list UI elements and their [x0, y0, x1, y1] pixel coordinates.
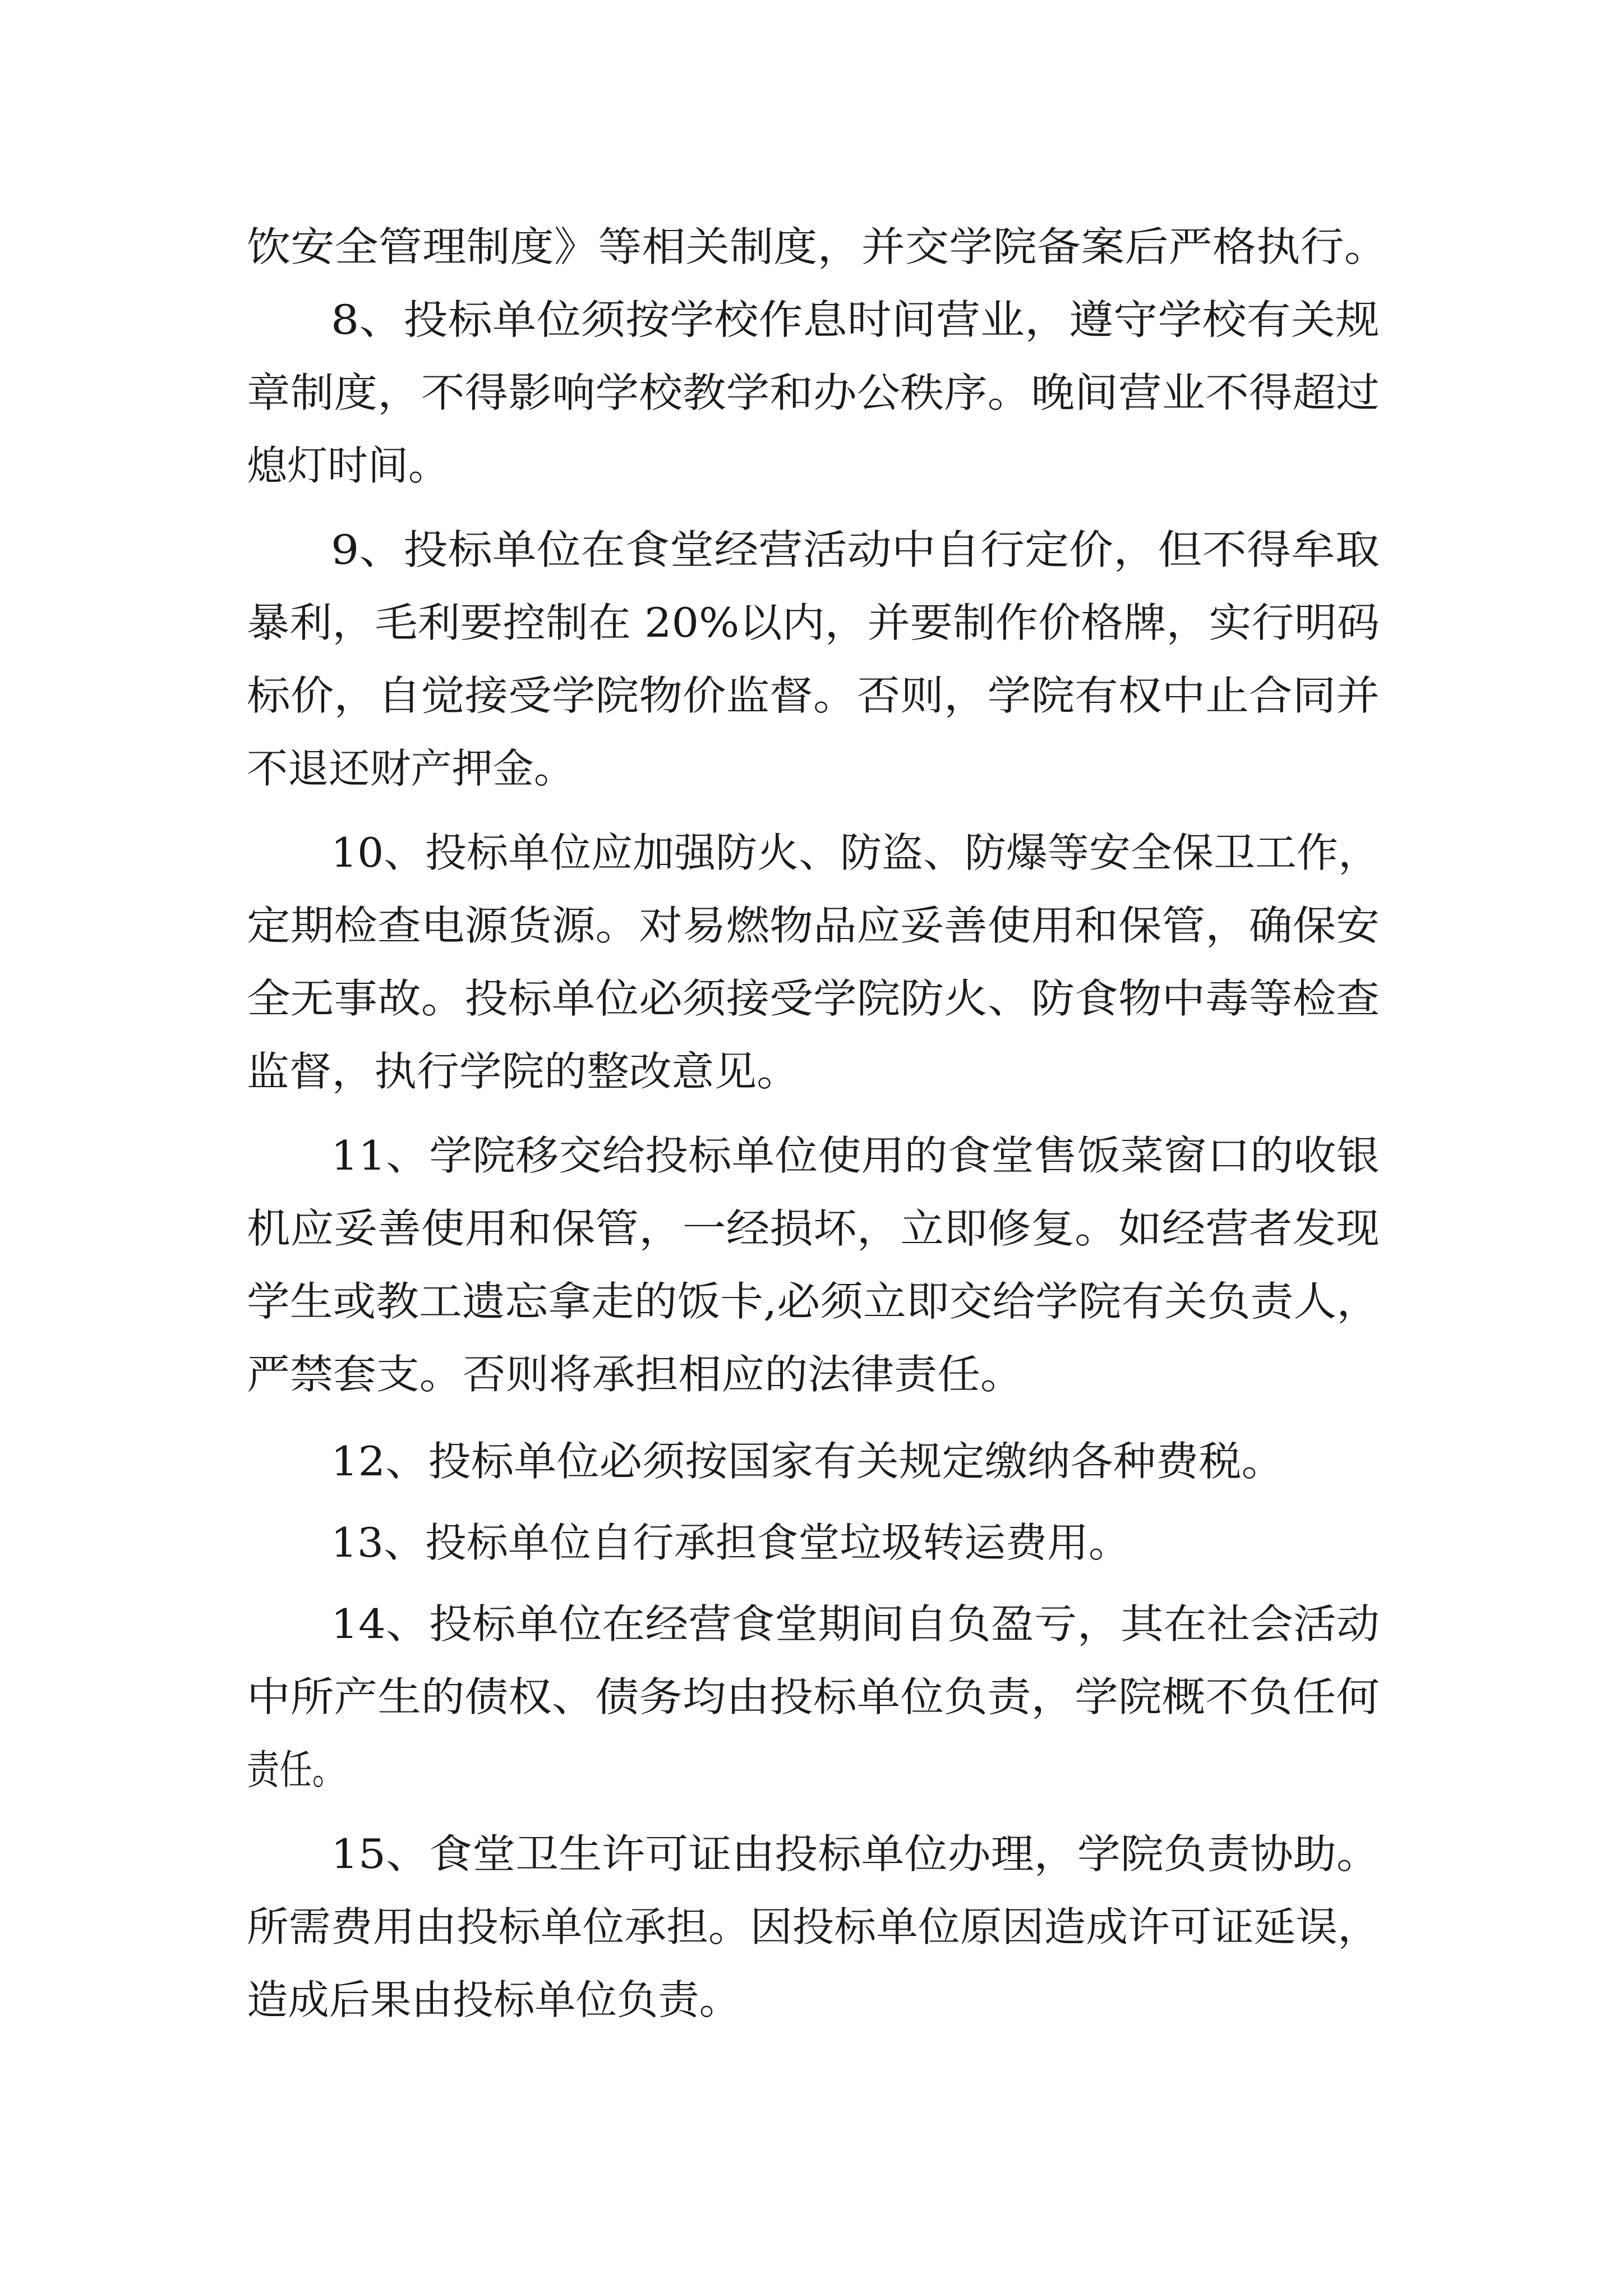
text-line — [0, 1509, 1623, 1576]
line-text: 全无事故。投标单位必须接受学院防火、防食物中毒等检查 — [247, 975, 1380, 1022]
text-line — [0, 516, 1623, 583]
line-text: 13、投标单位自行承担食堂垃圾转运费用。 — [331, 1519, 1130, 1566]
text-line — [0, 1736, 1623, 1803]
text-line — [0, 662, 1623, 729]
text-line — [0, 892, 1623, 959]
text-line — [0, 819, 1623, 886]
text-line — [0, 1122, 1623, 1189]
text-line — [0, 1268, 1623, 1335]
text-line — [0, 432, 1623, 499]
line-text: 定期检查电源货源。对易燃物品应妥善使用和保管，确保安 — [247, 902, 1380, 949]
line-text: 10、投标单位应加强防火、防盗、防爆等安全保卫工作， — [331, 829, 1380, 876]
line-text: 所需费用由投标单位承担。因投标单位原因造成许可证延误， — [247, 1903, 1380, 1950]
line-text: 中所产生的债权、债务均由投标单位负责，学院概不负任何 — [247, 1673, 1380, 1720]
text-line — [0, 1428, 1623, 1495]
line-text: 监督，执行学院的整改意见。 — [247, 1048, 799, 1095]
text-line — [0, 213, 1623, 280]
text-line — [0, 1966, 1623, 2033]
text-line — [0, 735, 1623, 802]
line-text: 严禁套支。否则将承担相应的法律责任。 — [247, 1351, 1023, 1398]
line-text: 15、食堂卫生许可证由投标单位办理，学院负责协助。 — [331, 1830, 1380, 1878]
text-line — [0, 1893, 1623, 1961]
text-line — [0, 359, 1623, 426]
line-text: 暴利，毛利要控制在 20%以内，并要制作价格牌，实行明码 — [247, 599, 1380, 646]
text-line — [0, 589, 1623, 656]
line-text: 9、投标单位在食堂经营活动中自行定价，但不得牟取 — [331, 526, 1380, 573]
text-line — [0, 965, 1623, 1032]
line-text: 12、投标单位必须按国家有关规定缴纳各种费税。 — [331, 1438, 1284, 1485]
line-text: 不退还财产押金。 — [247, 745, 575, 792]
line-text: 11、学院移交给投标单位使用的食堂售饭菜窗口的收银 — [331, 1132, 1380, 1179]
text-line — [0, 286, 1623, 353]
text-line — [0, 1590, 1623, 1658]
line-text: 章制度，不得影响学校教学和办公秩序。晚间营业不得超过 — [247, 369, 1380, 416]
text-line — [0, 1195, 1623, 1262]
line-text: 学生或教工遗忘拿走的饭卡,必须立即交给学院有关负责人， — [247, 1278, 1380, 1325]
text-line — [0, 1341, 1623, 1408]
line-text: 14、投标单位在经营食堂期间自负盈亏，其在社会活动 — [331, 1600, 1380, 1648]
text-line — [0, 1038, 1623, 1105]
line-text: 熄灯时间。 — [247, 442, 449, 489]
line-text: 责任。 — [247, 1746, 345, 1793]
line-text: 机应妥善使用和保管，一经损坏，立即修复。如经营者发现 — [247, 1205, 1380, 1252]
line-text: 标价，自觉接受学院物价监督。否则，学院有权中止合同并 — [247, 672, 1380, 719]
text-line — [0, 1820, 1623, 1888]
line-text: 饮安全管理制度》等相关制度，并交学院备案后严格执行。 — [247, 223, 1388, 270]
line-text: 8、投标单位须按学校作息时间营业，遵守学校有关规 — [331, 296, 1380, 343]
text-line — [0, 1663, 1623, 1731]
line-text: 造成后果由投标单位负责。 — [247, 1976, 740, 2023]
